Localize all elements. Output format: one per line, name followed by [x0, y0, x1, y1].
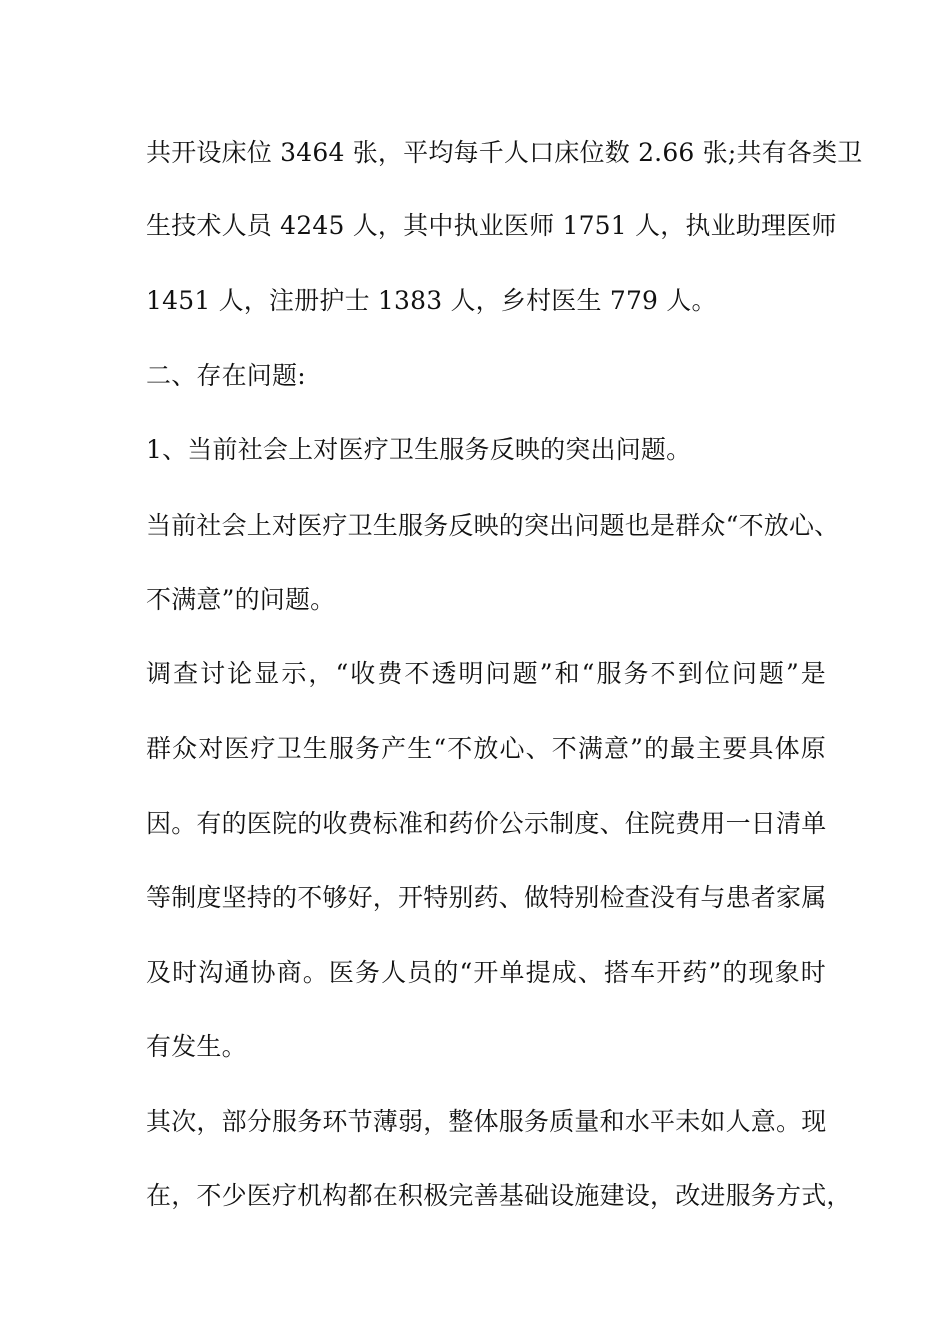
paragraph-line: 当前社会上对医疗卫生服务反映的突出问题也是群众“不放心、 — [146, 511, 840, 540]
paragraph-line: 等制度坚持的不够好，开特别药、做特别检查没有与患者家属 — [146, 883, 827, 912]
paragraph-line: 及时沟通协商。医务人员的“开单提成、搭车开药”的现象时 — [146, 958, 826, 987]
paragraph-line: 调查讨论显示，“收费不透明问题”和“服务不到位问题”是 — [146, 659, 826, 688]
paragraph-line: 共开设床位 3464 张，平均每千人口床位数 2.66 张;共有各类卫 — [146, 138, 863, 167]
paragraph-line: 1451 人，注册护士 1383 人，乡村医生 779 人。 — [146, 286, 717, 315]
paragraph-line: 不满意”的问题。 — [146, 585, 336, 614]
paragraph-line: 有发生。 — [146, 1032, 247, 1061]
paragraph-line: 在，不少医疗机构都在积极完善基础设施建设，改进服务方式， — [146, 1181, 852, 1210]
subsection-heading: 1、当前社会上对医疗卫生服务反映的突出问题。 — [146, 435, 692, 464]
paragraph-line: 生技术人员 4245 人，其中执业医师 1751 人，执业助理医师 — [146, 211, 837, 240]
paragraph-line: 其次，部分服务环节薄弱，整体服务质量和水平未如人意。现 — [146, 1107, 827, 1136]
paragraph-line: 群众对医疗卫生服务产生“不放心、不满意”的最主要具体原 — [146, 734, 826, 763]
section-heading: 二、存在问题: — [146, 361, 306, 390]
paragraph-line: 因。有的医院的收费标准和药价公示制度、住院费用一日清单 — [146, 809, 827, 838]
